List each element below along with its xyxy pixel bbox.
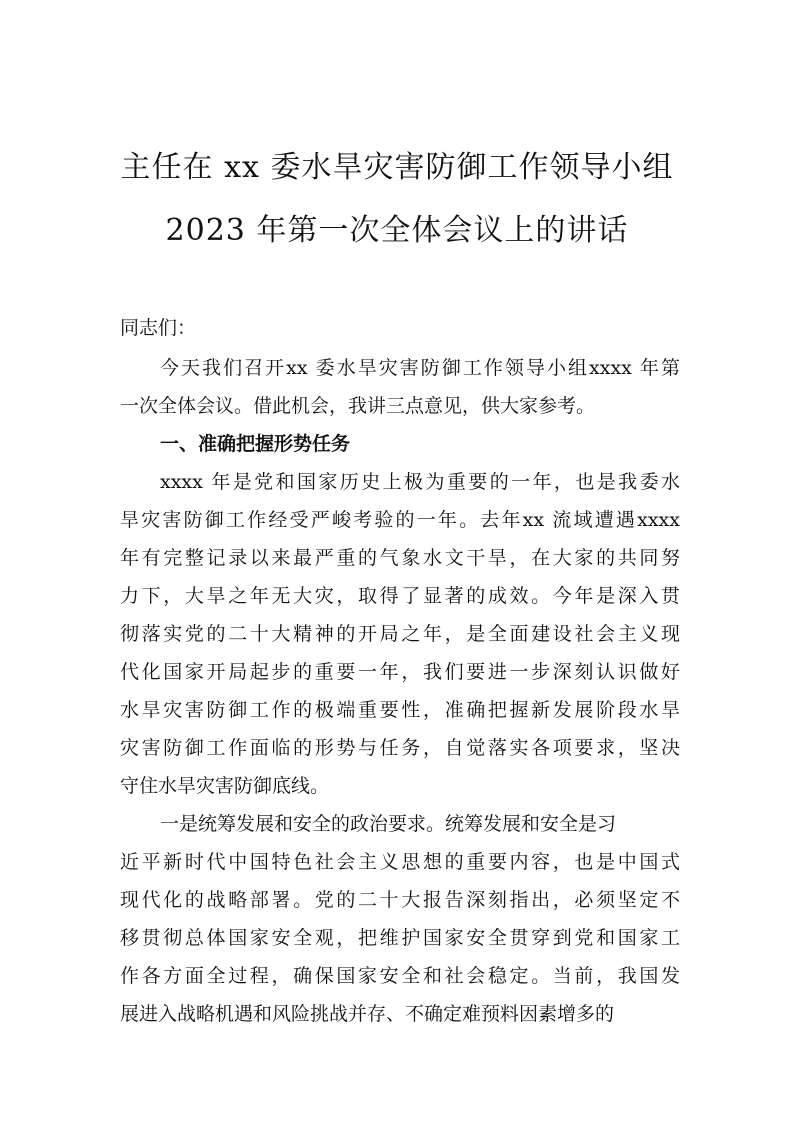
- paragraph-3-line: 现代化的战略部署。党的二十大报告深刻指出，必须坚定不: [120, 889, 680, 911]
- salutation: 同志们：: [120, 317, 197, 339]
- paragraph-3-line: 作各方面全过程，确保国家安全和社会稳定。当前，我国发: [120, 965, 680, 987]
- paragraph-2-line: 守住水旱灾害防御底线。: [120, 775, 330, 797]
- paragraph-3-line: 展进入战略机遇和风险挑战并存、不确定难预料因素增多的: [120, 1003, 615, 1025]
- paragraph-2-line: 旱灾害防御工作经受严峻考验的一年。去年xx 流域遭遇xxxx: [120, 509, 680, 531]
- paragraph-2-line: xxxx 年是党和国家历史上极为重要的一年，也是我委水: [160, 471, 680, 493]
- document-title-line-2: 2023 年第一次全体会议上的讲话: [165, 213, 629, 248]
- paragraph-1-line: 今天我们召开xx 委水旱灾害防御工作领导小组xxxx 年第: [160, 357, 680, 379]
- paragraph-2-line: 力下，大旱之年无大灾，取得了显著的成效。今年是深入贯: [120, 585, 680, 607]
- paragraph-3-line: 近平新时代中国特色社会主义思想的重要内容，也是中国式: [120, 851, 680, 873]
- paragraph-2-line: 灾害防御工作面临的形势与任务，自觉落实各项要求，坚决: [120, 737, 680, 759]
- paragraph-1-line: 一次全体会议。借此机会，我讲三点意见，供大家参考。: [120, 395, 596, 417]
- paragraph-2-line: 年有完整记录以来最严重的气象水文干旱，在大家的共同努: [120, 547, 680, 569]
- document-title-line-1: 主任在 xx 委水旱灾害防御工作领导小组: [120, 150, 674, 185]
- paragraph-2-line: 水旱灾害防御工作的极端重要性，准确把握新发展阶段水旱: [120, 699, 680, 721]
- paragraph-3-line: 一是统筹发展和安全的政治要求。统筹发展和安全是习: [160, 813, 617, 835]
- paragraph-3-line: 移贯彻总体国家安全观，把维护国家安全贯穿到党和国家工: [120, 927, 680, 949]
- paragraph-2-line: 代化国家开局起步的重要一年，我们要进一步深刻认识做好: [120, 661, 680, 683]
- section-heading-1: 一、准确把握形势任务: [160, 433, 351, 455]
- paragraph-2-line: 彻落实党的二十大精神的开局之年，是全面建设社会主义现: [120, 623, 680, 645]
